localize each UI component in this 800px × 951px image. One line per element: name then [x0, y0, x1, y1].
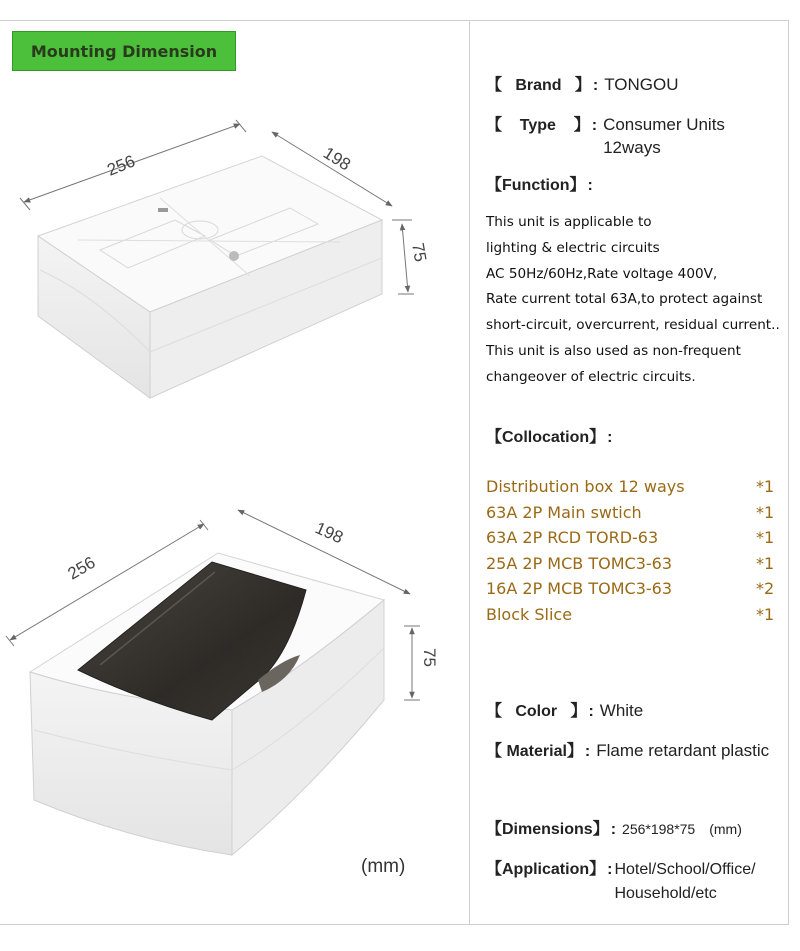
spec-function: 【Function】 :: [486, 172, 599, 195]
list-item: Distribution box 12 ways *1: [486, 477, 775, 496]
color-value: White: [599, 701, 644, 720]
spec-material: 【 Material】 : Flame retardant plastic: [486, 738, 769, 761]
top-length-label: 256: [104, 151, 138, 180]
dimensions-value: 256*198*75: [622, 821, 696, 837]
function-line: short-circuit, overcurrent, residual current..: [486, 317, 780, 334]
collocation-list: [486, 474, 786, 627]
function-line: This unit is also used as non-frequent: [486, 342, 741, 359]
function-description: [486, 210, 796, 391]
bottom-length-label: 256: [64, 552, 99, 584]
type-value-line1: Consumer Units: [603, 115, 725, 134]
spec-color: 【 Color 】 : White: [486, 698, 643, 721]
spec-application: 【Application】 : Hotel/School/Office/ Household/etc: [486, 856, 756, 903]
type-label: 【 Type 】: [486, 117, 590, 134]
application-value-line1: Hotel/School/Office/: [614, 861, 756, 878]
top-box: [38, 156, 382, 398]
material-label: 【 Material】: [486, 743, 583, 760]
application-label: 【Application】: [486, 861, 606, 878]
function-line: lighting & electric circuits: [486, 239, 660, 256]
mounting-dimension-badge: Mounting Dimension: [12, 31, 236, 71]
bottom-height-label: 75: [420, 648, 439, 667]
unit-label: (mm): [361, 856, 406, 877]
bottom-box: [30, 553, 384, 855]
product-illustration: [0, 80, 469, 925]
top-width-label: 198: [319, 143, 355, 175]
top-height-label: 75: [408, 241, 431, 264]
spec-brand: 【 Brand 】 : TONGOU: [486, 72, 679, 95]
list-item: 63A 2P RCD TORD-63 *1: [486, 528, 775, 547]
dimensions-label: 【Dimensions】: [486, 821, 609, 838]
function-line: changeover of electric circuits.: [486, 368, 696, 385]
collocation-label: 【Collocation】: [486, 429, 606, 446]
spec-collocation: 【Collocation】 :: [486, 424, 618, 447]
function-line: AC 50Hz/60Hz,Rate voltage 400V,: [486, 265, 718, 282]
list-item: 16A 2P MCB TOMC3-63 *2: [486, 579, 775, 598]
function-label: 【Function】: [486, 177, 586, 194]
function-line: Rate current total 63A,to protect against: [486, 291, 763, 308]
material-value: Flame retardant plastic: [596, 741, 770, 760]
list-item: 25A 2P MCB TOMC3-63 *1: [486, 553, 775, 573]
color-label: 【 Color 】: [486, 703, 587, 720]
bottom-width-label: 198: [312, 518, 347, 548]
brand-value: TONGOU: [604, 75, 679, 94]
brand-label: 【 Brand 】: [486, 77, 591, 94]
spec-type: 【 Type 】 : Consumer Units 12ways: [486, 112, 725, 158]
function-line: This unit is applicable to: [486, 214, 652, 230]
list-item: 63A 2P Main swtich *1: [486, 502, 775, 522]
column-divider: [469, 20, 470, 925]
spec-dimensions: 【Dimensions】 : 256*198*75 (mm): [486, 816, 742, 839]
type-value-line2: 12ways: [603, 138, 661, 157]
dimensions-unit: (mm): [709, 821, 742, 837]
application-value-line2: Household/etc: [614, 885, 717, 902]
list-item: Block Slice *1: [486, 604, 775, 624]
